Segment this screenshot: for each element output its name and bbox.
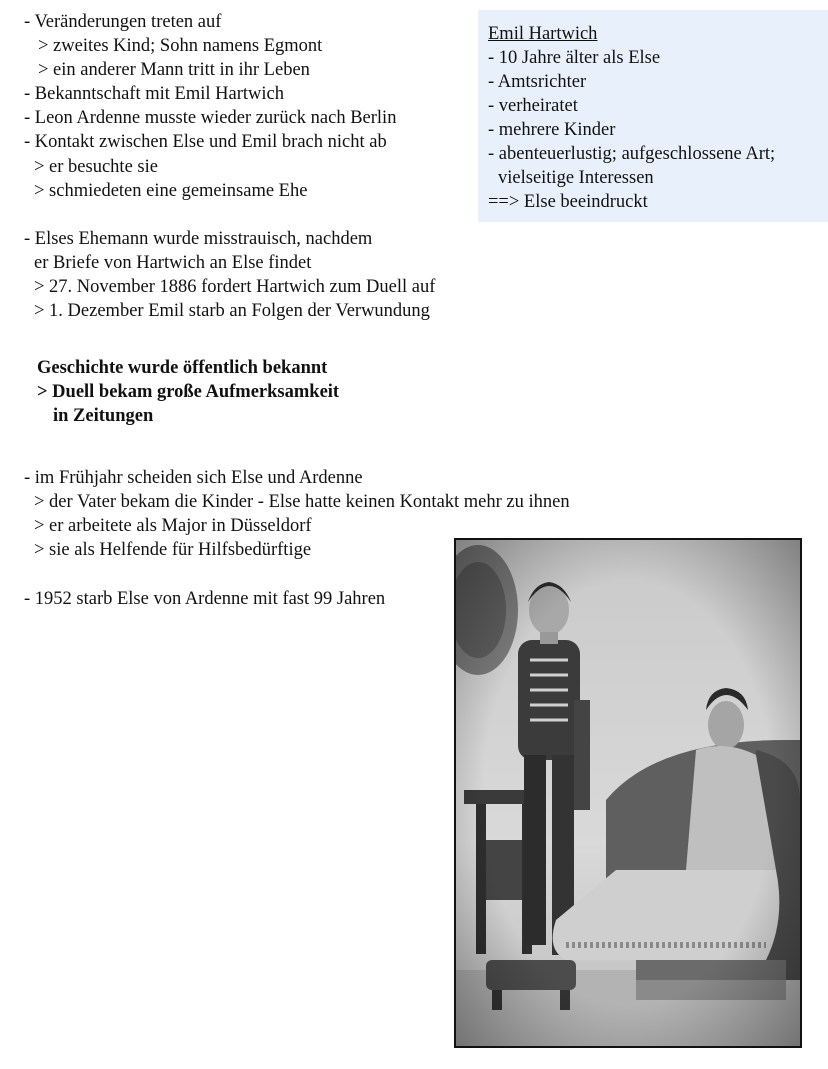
bold-text-line: Geschichte wurde öffentlich bekannt: [37, 358, 328, 378]
infobox-item: - 10 Jahre älter als Else: [488, 48, 661, 68]
infobox-item: - verheiratet: [488, 96, 578, 116]
infobox-item: vielseitige Interessen: [498, 168, 654, 188]
photo-illustration: [456, 540, 800, 1046]
text-line: - im Frühjahr scheiden sich Else und Ardenne: [24, 468, 363, 488]
text-line: - 1952 starb Else von Ardenne mit fast 99 Jahren: [24, 589, 386, 609]
text-line: - Leon Ardenne musste wieder zurück nach Berlin: [24, 108, 397, 128]
text-line: > sie als Helfende für Hilfsbedürftige: [34, 540, 312, 560]
infobox-item: - abenteuerlustig; aufgeschlossene Art;: [488, 144, 776, 164]
text-line: > ein anderer Mann tritt in ihr Leben: [38, 60, 310, 80]
infobox-item: ==> Else beeindruckt: [488, 192, 648, 212]
text-line: > der Vater bekam die Kinder - Else hatte keinen Kontakt mehr zu ihnen: [34, 492, 570, 512]
text-line: > schmiedeten eine gemeinsame Ehe: [34, 181, 308, 201]
text-line: er Briefe von Hartwich an Else findet: [34, 253, 312, 273]
text-line: - Elses Ehemann wurde misstrauisch, nachdem: [24, 229, 373, 249]
infobox-item: - Amtsrichter: [488, 72, 587, 92]
text-line: > zweites Kind; Sohn namens Egmont: [38, 36, 323, 56]
text-line: - Kontakt zwischen Else und Emil brach nicht ab: [24, 132, 387, 152]
infobox-title: Emil Hartwich: [488, 24, 598, 44]
emil-hartwich-infobox: [478, 10, 828, 222]
bold-text-line: in Zeitungen: [53, 406, 154, 426]
text-line: > 1. Dezember Emil starb an Folgen der Verwundung: [34, 301, 430, 321]
historical-photo: [454, 538, 802, 1048]
text-line: > er arbeitete als Major in Düsseldorf: [34, 516, 312, 536]
text-line: - Bekanntschaft mit Emil Hartwich: [24, 84, 284, 104]
text-line: > 27. November 1886 fordert Hartwich zum Duell auf: [34, 277, 436, 297]
text-line: - Veränderungen treten auf: [24, 12, 222, 32]
infobox-item: - mehrere Kinder: [488, 120, 616, 140]
bold-text-line: > Duell bekam große Aufmerksamkeit: [37, 382, 340, 402]
text-line: > er besuchte sie: [34, 157, 158, 177]
